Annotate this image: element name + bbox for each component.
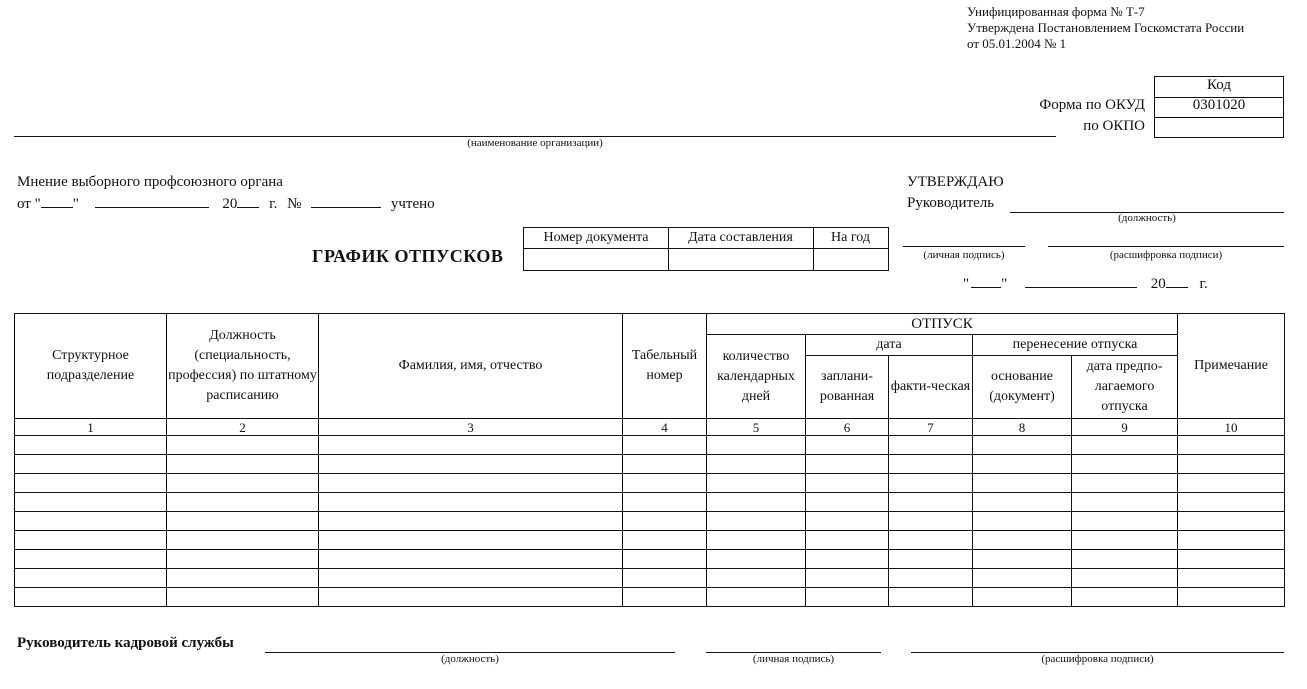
- column-number: 9: [1072, 419, 1178, 436]
- header-tab-number: Табельный номер: [623, 314, 707, 419]
- table-cell[interactable]: [1072, 550, 1178, 569]
- table-cell[interactable]: [806, 531, 889, 550]
- header-days: количество календарных дней: [707, 335, 806, 419]
- table-cell[interactable]: [15, 531, 167, 550]
- footer-signature-caption: (личная подпись): [752, 653, 835, 665]
- table-cell[interactable]: [1178, 493, 1285, 512]
- table-cell[interactable]: [1178, 455, 1285, 474]
- table-cell[interactable]: [707, 569, 806, 588]
- table-cell[interactable]: [707, 550, 806, 569]
- table-cell[interactable]: [167, 588, 319, 607]
- table-cell[interactable]: [1072, 455, 1178, 474]
- table-cell[interactable]: [973, 493, 1072, 512]
- approve-year-prefix: 20: [1150, 276, 1166, 292]
- table-cell[interactable]: [623, 531, 707, 550]
- footer-position-caption: (должность): [441, 653, 499, 665]
- header-transfer-group: перенесение отпуска: [973, 335, 1178, 356]
- column-number: 7: [889, 419, 973, 436]
- table-cell[interactable]: [1178, 550, 1285, 569]
- number-sign: №: [287, 196, 302, 212]
- doc-number-field[interactable]: [524, 249, 669, 270]
- table-cell[interactable]: [15, 569, 167, 588]
- table-cell[interactable]: [623, 550, 707, 569]
- header-position: Должность (специальность, профессия) по штатному расписанию: [167, 314, 319, 419]
- table-cell[interactable]: [707, 493, 806, 512]
- table-cell[interactable]: [623, 588, 707, 607]
- table-cell[interactable]: [319, 493, 623, 512]
- table-cell[interactable]: [1072, 493, 1178, 512]
- table-cell[interactable]: [319, 531, 623, 550]
- table-cell[interactable]: [889, 588, 973, 607]
- table-cell[interactable]: [623, 474, 707, 493]
- codes-header: Код: [1155, 77, 1283, 98]
- header-actual: факти-ческая: [889, 356, 973, 419]
- table-cell[interactable]: [1178, 531, 1285, 550]
- table-cell[interactable]: [319, 436, 623, 455]
- table-cell[interactable]: [167, 436, 319, 455]
- table-cell[interactable]: [167, 512, 319, 531]
- table-row: [15, 474, 1285, 493]
- year-field[interactable]: [237, 195, 259, 208]
- doc-year-label: На год: [831, 230, 870, 245]
- approve-head-label: Руководитель: [907, 195, 995, 211]
- table-cell[interactable]: [623, 512, 707, 531]
- month-field[interactable]: [95, 195, 209, 208]
- approve-day-field[interactable]: [971, 275, 1001, 288]
- quote-open: ": [963, 276, 970, 292]
- table-cell[interactable]: [1178, 512, 1285, 531]
- table-cell[interactable]: [15, 455, 167, 474]
- column-number: 4: [623, 419, 707, 436]
- table-row: [15, 550, 1285, 569]
- table-row: [15, 455, 1285, 474]
- table-cell[interactable]: [973, 531, 1072, 550]
- table-cell[interactable]: [707, 531, 806, 550]
- okud-code[interactable]: 0301020: [1155, 97, 1283, 118]
- year-prefix: 20: [222, 196, 238, 212]
- table-cell[interactable]: [167, 493, 319, 512]
- approve-decoding-caption: (расшифровка подписи): [1109, 249, 1223, 261]
- table-cell[interactable]: [15, 436, 167, 455]
- form-header: [967, 4, 1244, 52]
- table-cell[interactable]: [623, 493, 707, 512]
- column-number: 6: [806, 419, 889, 436]
- codes-box: [1154, 76, 1284, 138]
- column-number: 10: [1178, 419, 1285, 436]
- footer-label: Руководитель кадровой службы: [17, 635, 234, 651]
- table-cell[interactable]: [889, 474, 973, 493]
- approve-position-caption: (должность): [1118, 212, 1176, 224]
- approve-signature-caption: (личная подпись): [923, 249, 1005, 261]
- table-cell[interactable]: [707, 436, 806, 455]
- table-cell[interactable]: [806, 455, 889, 474]
- approve-date: [963, 275, 1208, 293]
- organization-caption: (наименование организации): [467, 137, 603, 149]
- table-cell[interactable]: [167, 531, 319, 550]
- table-cell[interactable]: [167, 455, 319, 474]
- column-number: 5: [707, 419, 806, 436]
- doc-number-label: Номер документа: [524, 228, 669, 248]
- day-field[interactable]: [41, 195, 73, 208]
- table-cell[interactable]: [973, 455, 1072, 474]
- table-row: [15, 512, 1285, 531]
- table-cell[interactable]: [1072, 436, 1178, 455]
- column-number: 8: [973, 419, 1072, 436]
- table-cell[interactable]: [806, 588, 889, 607]
- table-cell[interactable]: [623, 569, 707, 588]
- doc-date-field[interactable]: [668, 249, 814, 270]
- table-cell[interactable]: [167, 550, 319, 569]
- column-number: 3: [319, 419, 623, 436]
- approve-decoding-field[interactable]: [1048, 246, 1284, 247]
- union-opinion-date: [17, 195, 435, 213]
- table-cell[interactable]: [1072, 588, 1178, 607]
- table-cell[interactable]: [889, 436, 973, 455]
- table-cell[interactable]: [806, 512, 889, 531]
- table-cell[interactable]: [1072, 531, 1178, 550]
- table-cell[interactable]: [319, 455, 623, 474]
- table-cell[interactable]: [889, 550, 973, 569]
- table-cell[interactable]: [15, 493, 167, 512]
- quote-close: ": [1001, 276, 1008, 292]
- table-cell[interactable]: [1072, 512, 1178, 531]
- table-cell[interactable]: [889, 531, 973, 550]
- approve-signature-field[interactable]: [903, 246, 1025, 247]
- table-cell[interactable]: [319, 474, 623, 493]
- table-cell[interactable]: [15, 474, 167, 493]
- table-cell[interactable]: [707, 588, 806, 607]
- table-cell[interactable]: [889, 455, 973, 474]
- approve-year-suffix: г.: [1199, 276, 1208, 292]
- table-row: [15, 531, 1285, 550]
- header-name: Фамилия, имя, отчество: [319, 314, 623, 419]
- table-cell[interactable]: [707, 512, 806, 531]
- okpo-label: по ОКПО: [1083, 118, 1145, 134]
- footer-decoding-caption: (расшифровка подписи): [1041, 653, 1154, 665]
- table-cell[interactable]: [973, 569, 1072, 588]
- table-cell[interactable]: [1178, 436, 1285, 455]
- table-cell[interactable]: [973, 588, 1072, 607]
- table-cell[interactable]: [15, 550, 167, 569]
- table-cell[interactable]: [319, 588, 623, 607]
- table-cell[interactable]: [623, 436, 707, 455]
- header-note: Примечание: [1178, 314, 1285, 419]
- table-cell[interactable]: [319, 569, 623, 588]
- form-header-line: Унифицированная форма № Т-7: [967, 4, 1145, 19]
- table-cell[interactable]: [889, 512, 973, 531]
- table-cell[interactable]: [1072, 569, 1178, 588]
- table-cell[interactable]: [319, 550, 623, 569]
- header-dept: Структурное подразделение: [15, 314, 167, 419]
- table-cell[interactable]: [707, 474, 806, 493]
- okpo-code[interactable]: [1155, 118, 1283, 138]
- year-suffix: г.: [269, 196, 278, 212]
- form-header-line: Утверждена Постановлением Госкомстата России: [967, 20, 1245, 35]
- table-cell[interactable]: [806, 493, 889, 512]
- table-cell[interactable]: [889, 569, 973, 588]
- quote-close: ": [72, 196, 79, 212]
- approve-year-field[interactable]: [1166, 275, 1188, 288]
- table-cell[interactable]: [1178, 569, 1285, 588]
- table-cell[interactable]: [806, 569, 889, 588]
- table-cell[interactable]: [973, 550, 1072, 569]
- doc-info-box: [523, 227, 889, 271]
- table-cell[interactable]: [1178, 474, 1285, 493]
- table-cell[interactable]: [167, 474, 319, 493]
- header-reason: основание (документ): [973, 356, 1072, 419]
- table-row: [15, 569, 1285, 588]
- table-cell[interactable]: [889, 493, 973, 512]
- table-row: [15, 588, 1285, 607]
- vacation-table: [14, 313, 1285, 607]
- approve-title: УТВЕРЖДАЮ: [907, 174, 1004, 190]
- union-opinion-label: Мнение выборного профсоюзного органа: [17, 174, 283, 190]
- table-cell[interactable]: [707, 455, 806, 474]
- table-cell[interactable]: [319, 512, 623, 531]
- table-cell[interactable]: [623, 455, 707, 474]
- table-cell[interactable]: [806, 474, 889, 493]
- doc-year-field[interactable]: [813, 249, 888, 270]
- number-field[interactable]: [311, 195, 381, 208]
- header-vacation-group: ОТПУСК: [707, 314, 1178, 335]
- table-row: [15, 436, 1285, 455]
- table-cell[interactable]: [1178, 588, 1285, 607]
- approve-month-field[interactable]: [1025, 275, 1137, 288]
- table-cell[interactable]: [973, 436, 1072, 455]
- table-cell[interactable]: [167, 569, 319, 588]
- header-expected: дата предпо-лагаемого отпуска: [1072, 356, 1178, 419]
- header-date-group: дата: [806, 335, 973, 356]
- header-planned: заплани-рованная: [806, 356, 889, 419]
- column-numbers-row: [15, 419, 1285, 436]
- table-cell[interactable]: [15, 588, 167, 607]
- table-row: [15, 493, 1285, 512]
- table-cell[interactable]: [806, 436, 889, 455]
- form-header-line: от 05.01.2004 № 1: [967, 36, 1067, 51]
- okud-label: Форма по ОКУД: [1039, 97, 1145, 113]
- page-title: ГРАФИК ОТПУСКОВ: [312, 246, 504, 266]
- column-number: 2: [167, 419, 319, 436]
- doc-date-label: Дата составления: [668, 228, 814, 248]
- table-cell[interactable]: [15, 512, 167, 531]
- table-cell[interactable]: [973, 512, 1072, 531]
- from-label: от ": [17, 196, 41, 212]
- table-cell[interactable]: [973, 474, 1072, 493]
- table-cell[interactable]: [806, 550, 889, 569]
- table-cell[interactable]: [1072, 474, 1178, 493]
- column-number: 1: [15, 419, 167, 436]
- considered-label: учтено: [390, 196, 435, 212]
